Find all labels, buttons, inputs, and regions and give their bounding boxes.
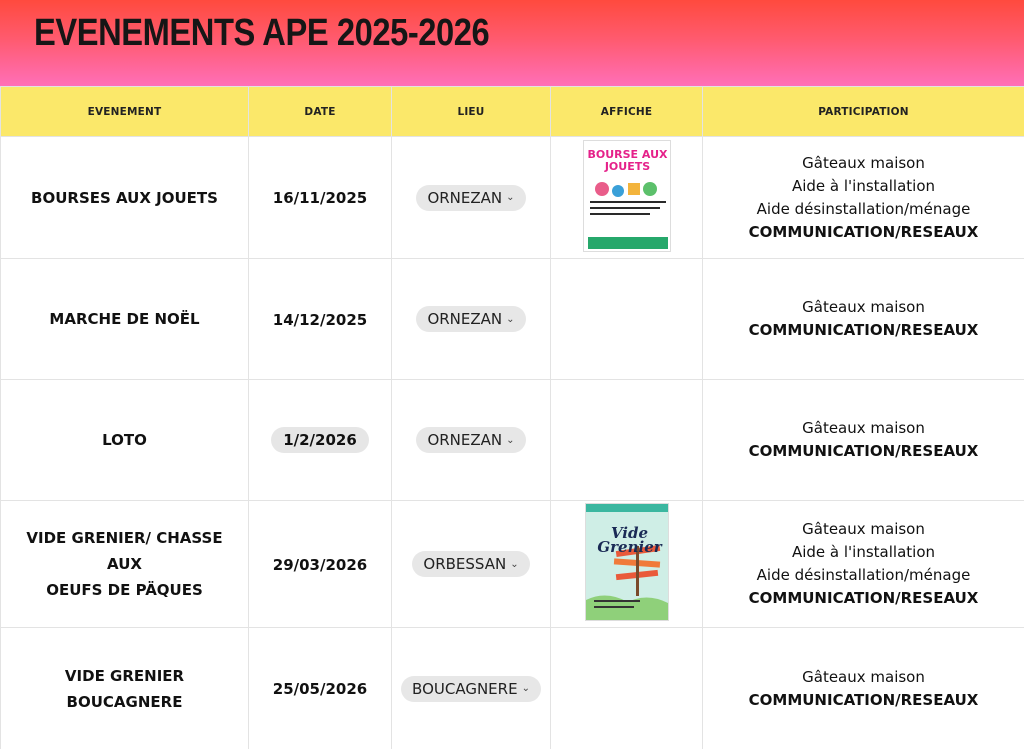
participation-cell: Gâteaux maison Aide à l'installation Aide désinstallation/ménage COMMUNICATION/RESEAUX	[703, 137, 1024, 259]
event-cell: VIDE GRENIER BOUCAGNERE	[1, 628, 249, 749]
lieu-value: ORBESSAN	[423, 555, 507, 573]
participation-cell: Gâteaux maison COMMUNICATION/RESEAUX	[703, 259, 1024, 380]
date-cell	[249, 137, 392, 259]
lieu-cell	[392, 501, 551, 628]
chevron-down-icon: ⌄	[506, 192, 515, 203]
lieu-value: ORNEZAN	[427, 188, 503, 207]
lieu-dropdown[interactable]	[416, 185, 525, 211]
lieu-value: ORNEZAN	[427, 431, 503, 449]
chevron-down-icon: ⌄	[506, 313, 515, 325]
table-row	[1, 259, 1024, 380]
table-header-row	[1, 87, 1024, 137]
affiche-cell	[551, 501, 703, 628]
event-cell: BOURSES AUX JOUETS	[1, 137, 249, 259]
affiche-cell	[551, 259, 703, 380]
date-value: 16/11/2025	[272, 189, 368, 207]
table-row	[1, 380, 1024, 501]
header-lieu: LIEU	[392, 87, 551, 137]
lieu-value: BOUCAGNERE	[412, 679, 518, 698]
chevron-down-icon: ⌄	[521, 683, 530, 694]
date-value: 29/03/2026	[272, 555, 368, 574]
event-cell: VIDE GRENIER/ CHASSE AUX OEUFS DE PÄQUES	[1, 501, 249, 628]
table-row	[1, 628, 1024, 749]
header-date: DATE	[249, 87, 392, 137]
table-row	[1, 501, 1024, 628]
lieu-dropdown[interactable]	[416, 306, 525, 332]
lieu-value: ORNEZAN	[427, 310, 503, 328]
participation-cell: Gâteaux maison COMMUNICATION/RESEAUX	[703, 380, 1024, 501]
affiche-cell	[551, 628, 703, 749]
affiche-cell	[551, 380, 703, 501]
header-evenement: EVENEMENT	[1, 87, 249, 137]
date-value: 14/12/2025	[272, 310, 368, 329]
header-affiche: AFFICHE	[551, 87, 703, 137]
page-title: EVENEMENTS APE 2025-2026	[34, 12, 490, 54]
lieu-cell	[392, 380, 551, 501]
chevron-down-icon: ⌄	[506, 434, 515, 446]
chevron-down-icon: ⌄	[510, 558, 519, 570]
poster-title: BOURSE AUX JOUETS	[587, 147, 668, 173]
header-participation: PARTICIPATION	[703, 87, 1024, 137]
poster-image	[583, 140, 671, 252]
date-cell	[249, 628, 392, 749]
lieu-dropdown[interactable]	[401, 676, 541, 702]
lieu-cell	[392, 628, 551, 749]
lieu-cell	[392, 259, 551, 380]
event-cell: LOTO	[1, 380, 249, 501]
date-value: 25/05/2026	[272, 680, 368, 698]
participation-cell: Gâteaux maison Aide à l'installation Aide désinstallation/ménage COMMUNICATION/RESEAUX	[703, 501, 1024, 628]
events-table	[0, 86, 1024, 749]
lieu-dropdown[interactable]	[412, 551, 529, 577]
poster-image	[585, 503, 669, 621]
date-cell	[249, 501, 392, 628]
date-cell	[249, 380, 392, 501]
date-cell	[249, 259, 392, 380]
affiche-cell	[551, 137, 703, 259]
date-chip: 1/2/2026	[271, 427, 369, 453]
participation-cell: Gâteaux maison COMMUNICATION/RESEAUX	[703, 628, 1024, 749]
lieu-dropdown[interactable]	[416, 427, 525, 453]
poster-title: Vide Grenier	[597, 524, 662, 556]
title-banner	[0, 0, 1024, 86]
event-cell: MARCHE DE NOËL	[1, 259, 249, 380]
lieu-cell	[392, 137, 551, 259]
table-row	[1, 137, 1024, 259]
